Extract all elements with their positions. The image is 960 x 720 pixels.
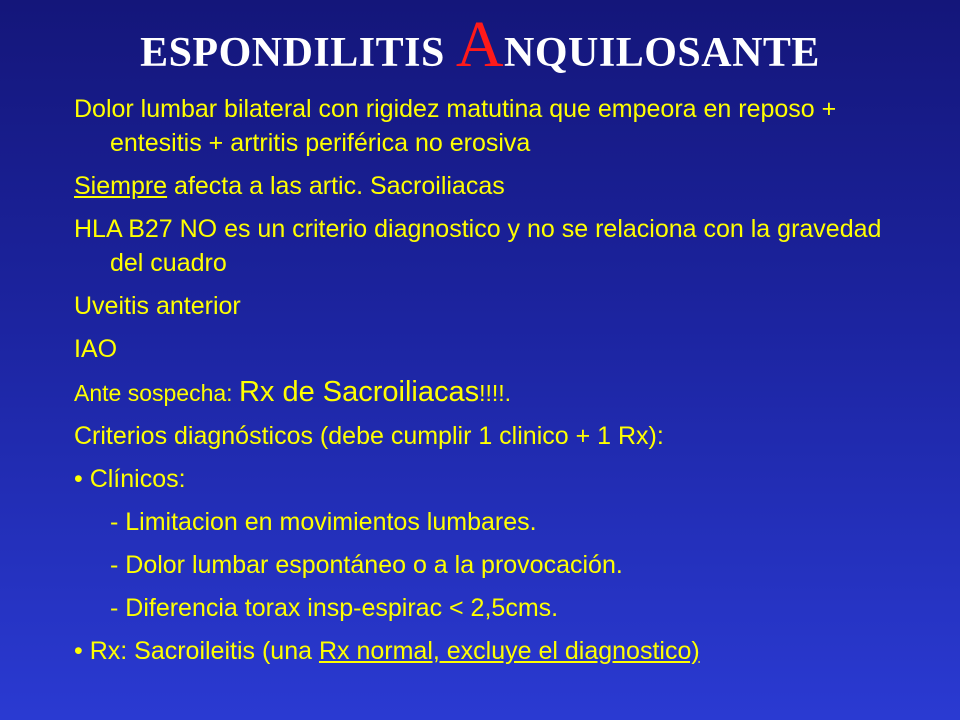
clinical-criterion-3: - Diferencia torax insp-espirac < 2,5cms. [110,594,559,622]
rx-bullet [74,634,894,668]
iao-paragraph: IAO [74,335,118,363]
uveitis-paragraph: Uveitis anterior [74,292,241,320]
symptoms-paragraph: Dolor lumbar bilateral con rigidez matutina que empeora en reposo + entesitis + artritis periférica no erosiva [74,95,837,157]
clinical-bullet: • Clínicos: [74,465,186,493]
suspicion-suffix: !!!!. [479,380,512,406]
slide-body [74,92,894,677]
suspicion-prefix: Ante sospecha: [74,380,239,406]
title-part-2: NQUILOSANTE [504,30,820,76]
slide-title [0,10,960,88]
clinical-criterion-2: - Dolor lumbar espontáneo o a la provocación. [110,551,623,579]
clinical-criterion-1: - Limitacion en movimientos lumbares. [110,508,537,536]
rx-underlined: Rx normal, excluye el diagnostico) [318,637,700,665]
suspicion-emphasis: Rx de Sacroiliacas [238,376,480,408]
rx-prefix: • Rx: Sacroileitis (una [74,637,319,665]
suspicion-paragraph [74,375,894,410]
sacroiliac-paragraph [74,169,894,203]
always-underlined: Siempre [74,172,168,200]
title-accent-letter: A [455,8,505,81]
title-part-1: ESPONDILITIS [140,30,456,76]
hla-paragraph: HLA B27 NO es un criterio diagnostico y no se relaciona con la gravedad del cuadro [74,215,882,277]
sacroiliac-rest: afecta a las artic. Sacroiliacas [167,172,505,200]
criteria-paragraph: Criterios diagnósticos (debe cumplir 1 clinico + 1 Rx): [74,422,664,450]
